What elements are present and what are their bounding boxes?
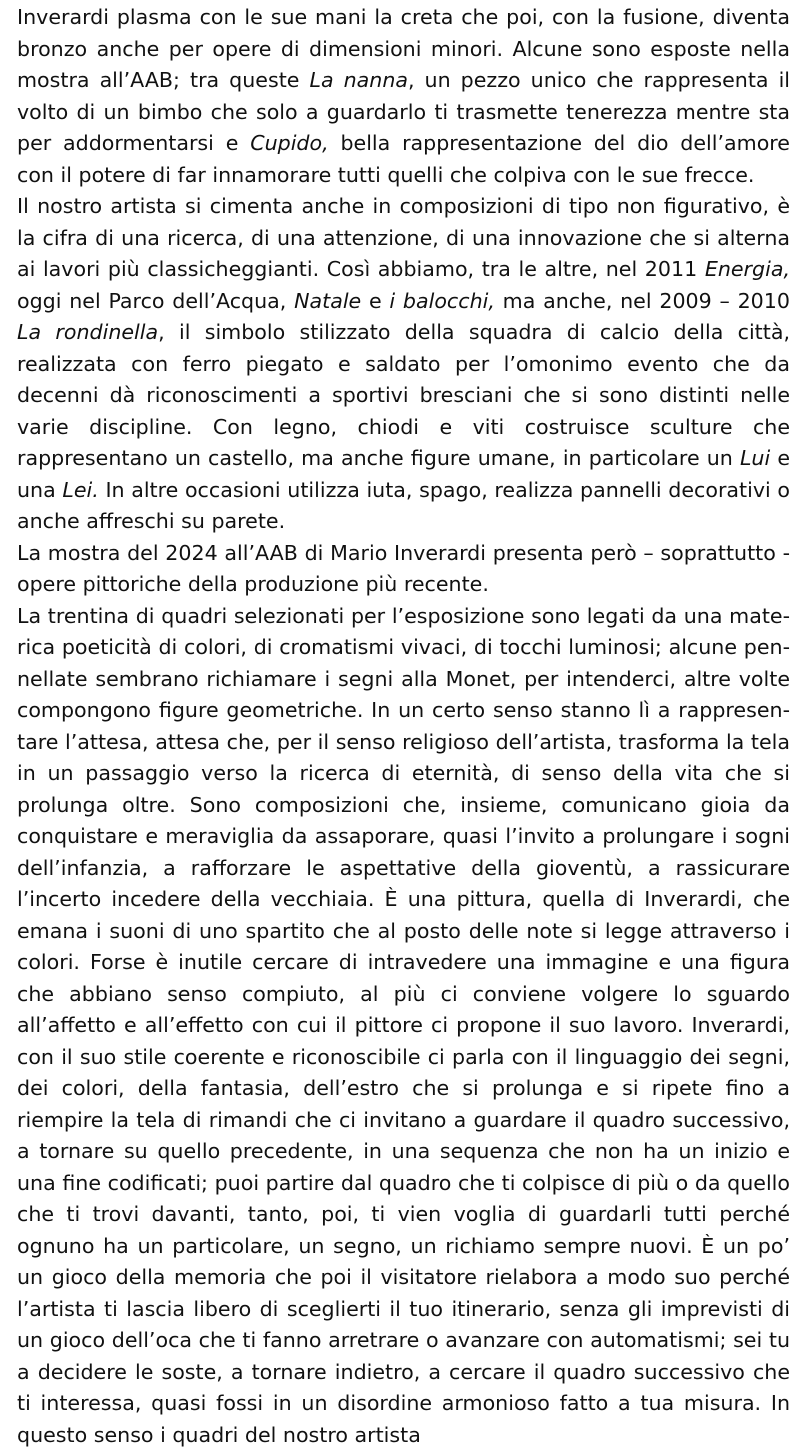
text-run: e una: [17, 446, 790, 502]
italic-title-text: Natale: [294, 289, 361, 313]
text-run: ma anche, nel 2009 – 2010: [495, 289, 790, 313]
text-run: La trentina di quadri selezionati per l’esposizione sono legati da una materica poeticità di colori, di cromatismi vivaci, di tocchi luminosi; alcune pennellate sembrano richiamare i segni alla Monet, per intenderci, altre volte compongono figure geometriche. In un certo senso stanno lì a rappresentare l’attesa, attesa che, per il senso religioso dell’artista, trasforma la tela in un passaggio verso la ricerca di eternità, di senso della vita che si prolunga oltre. Sono composizioni che, insieme, comunicano gioia da conquistare e meraviglia da assaporare, quasi l’invito a prolungare i sogni dell’infanzia, a rafforzare le aspettative della gioventù, a rassicurare l’incerto incedere della vecchiaia. È una pittura, quella di Inverardi, che emana i suoni di uno spartito che al posto delle note si legge attraverso i colori. Forse è inutile cercare di intravedere una immagine e una figura che abbiano senso compiuto, al più ci conviene volgere lo sguardo all’affetto e all’effetto con cui il pittore ci propone il suo lavoro. Inverardi, con il suo stile coerente e riconoscibile ci parla con il linguaggio dei segni, dei colori, della fantasia, dell’estro che si prolunga e si ripete fino a riempire la tela di rimandi che ci invitano a guardare il quadro successivo, a tornare su quello precedente, in una sequenza che non ha un inizio e una fine codificati; puoi partire dal quadro che ti colpisce di più o da quello che ti trovi davanti, tanto, poi, ti vien voglia di guardarli tutti perché ognuno ha un particolare, un segno, un richiamo sempre nuovi. È un po’ un gioco della memoria che poi il visitatore rielabora a modo suo perché l’artista ti lascia libero di sceglierti il tuo itinerario, senza gli imprevisti di un gioco dell’oca che ti fanno arretrare o avanzare con automatismi; sei tu a decidere le soste, a tornare indietro, a cercare il quadro successivo che ti interessa, quasi fossi in un disordine armonioso fatto a tua misura. In questo senso i quadri del nostro artista: [17, 604, 790, 1447]
text-run: e: [361, 289, 389, 313]
text-run: , un pezzo unico che rappresenta il volto di un bimbo che solo a guardarlo ti trasmette tenerezza mentre sta per addormentarsi e: [17, 68, 790, 155]
text-run: oggi nel Parco dell’Acqua,: [17, 289, 294, 313]
paragraph-bronze-sculptures: [17, 2, 790, 191]
italic-title-text: La nanna: [309, 68, 408, 92]
text-run: Il nostro artista si cimenta anche in composizioni di tipo non figurativo, è la cifra di una ricerca, di una attenzione, di una innovazione che si alterna ai lavori più classicheggianti. Così abbiamo, tra le altre, nel 2011: [17, 194, 790, 281]
text-run: La mostra del 2024 all’AAB di Mario Inverardi presenta però – soprattutto - opere pittoriche della produzione più recente.: [17, 541, 790, 597]
paragraph-exhibition-2024: [17, 538, 790, 601]
italic-title-text: Lei.: [62, 478, 98, 502]
paragraph-non-figurative-works: [17, 191, 790, 538]
text-run: bella rappresentazione del dio dell’amore con il potere di far innamorare tutti quelli che colpiva con le sue frecce.: [17, 131, 790, 187]
italic-title-text: Cupido,: [250, 131, 328, 155]
text-run: In altre occasioni utilizza iuta, spago, realizza pannelli decorativi o anche affreschi su parete.: [17, 478, 790, 534]
italic-title-text: i balocchi,: [389, 289, 494, 313]
text-run: Inverardi plasma con le sue mani la creta che poi, con la fusione, diventa bronzo anche per opere di dimensioni minori. Alcune sono esposte nella mostra all’AAB; tra queste: [17, 5, 790, 92]
text-run: , il simbolo stilizzato della squadra di calcio della città, realizzata con ferro piegato e saldato per l’omonimo evento che da decenni dà riconoscimenti a sportivi bresciani che si sono distinti nelle varie discipline. Con legno, chiodi e viti costruisce sculture che rappresentano un castello, ma anche figure umane, in particolare un: [17, 320, 790, 470]
italic-title-text: Lui: [740, 446, 770, 470]
italic-title-text: Energia,: [705, 257, 790, 281]
italic-title-text: La rondinella: [17, 320, 158, 344]
paragraph-paintings: [17, 601, 790, 1451]
